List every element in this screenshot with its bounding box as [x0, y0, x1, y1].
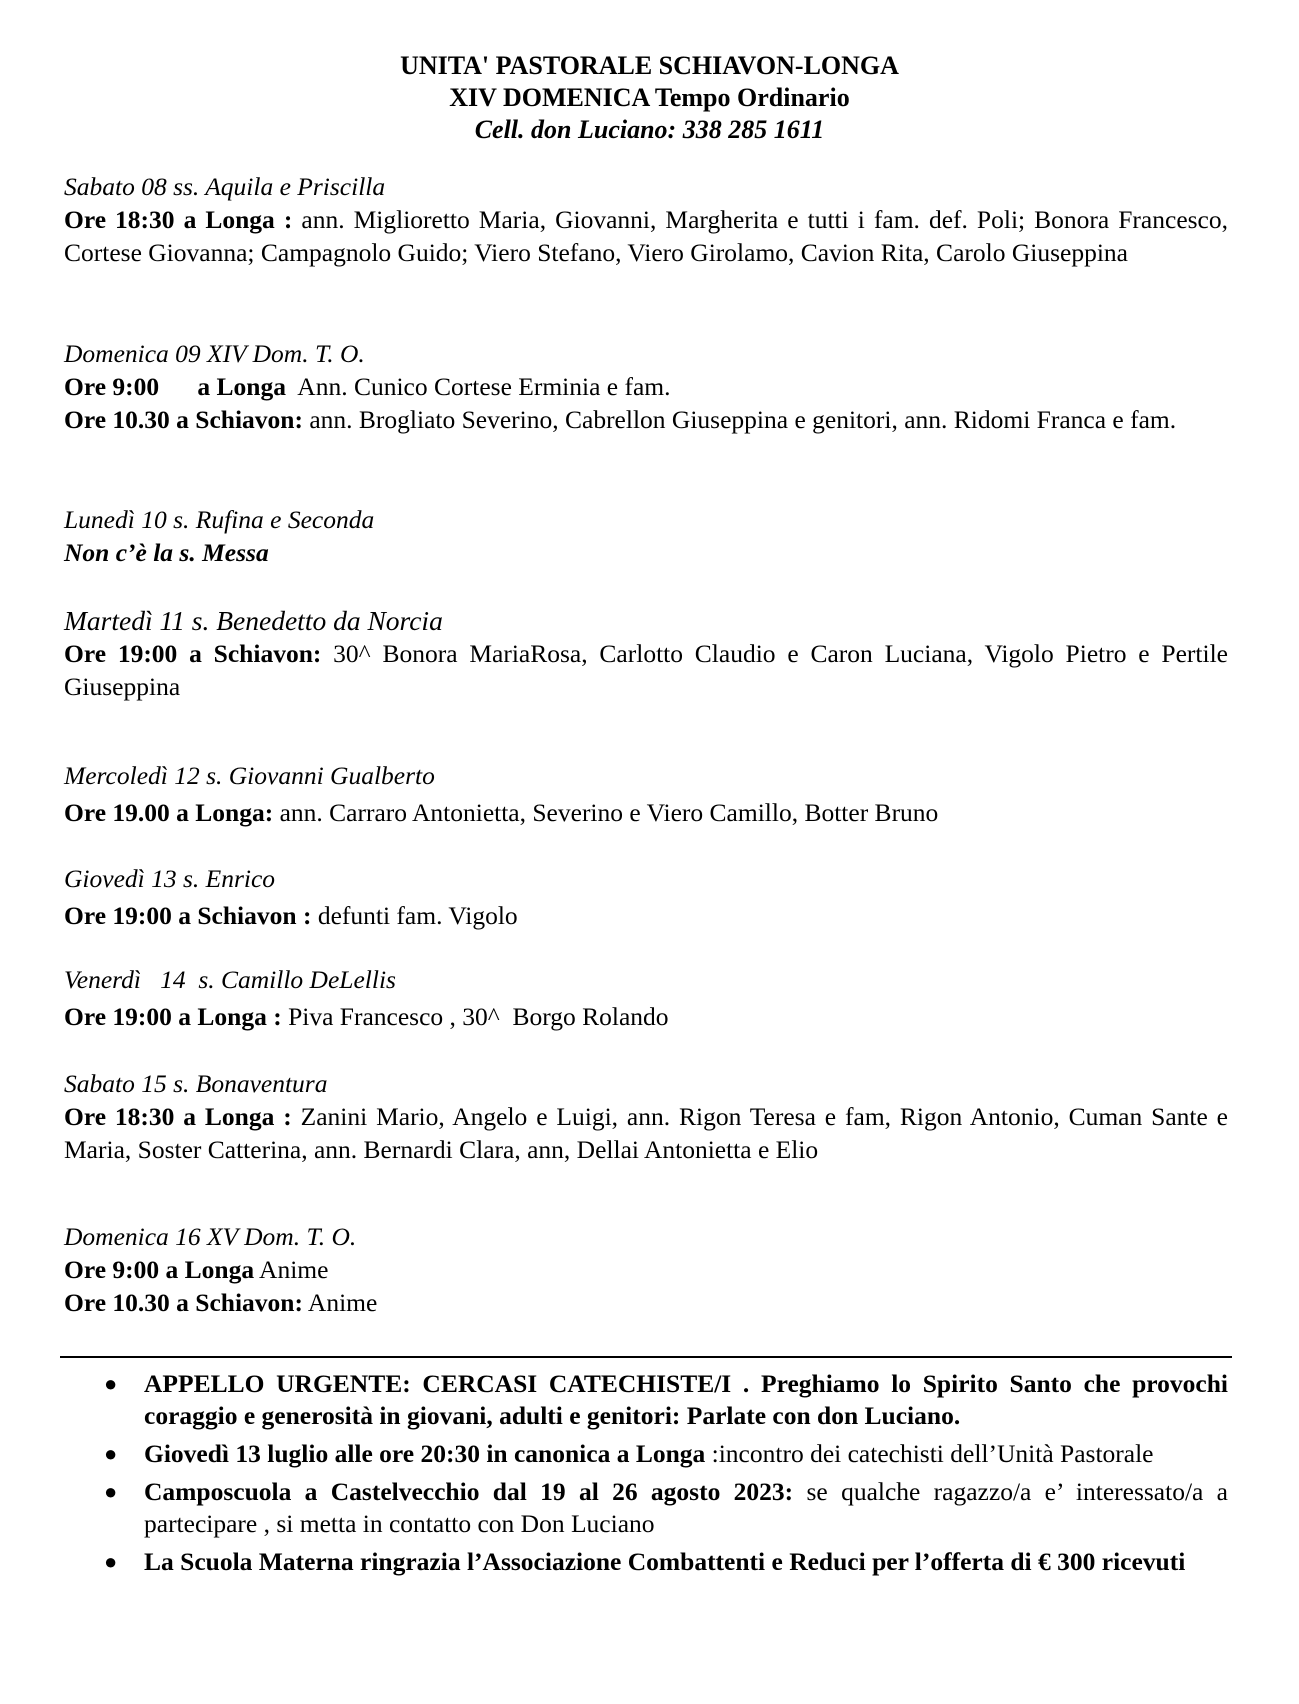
bullet-icon: ● [104, 1371, 118, 1396]
mass-entry [64, 203, 1228, 269]
day-heading: Domenica 16 XV Dom. T. O. [64, 1222, 357, 1251]
mass-intentions: Piva Francesco , 30^ Borgo Rolando [281, 1002, 669, 1031]
mass-entry [64, 1286, 1228, 1319]
day-heading: Venerdì 14 s. Camillo DeLellis [64, 965, 396, 994]
mass-entry [64, 1253, 1228, 1286]
mass-intentions: defunti fam. Vigolo [311, 901, 518, 930]
mass-time-place: Ore 9:00 a Longa [64, 372, 286, 401]
day-block-martedi-11 [64, 604, 1228, 703]
mass-intentions: Anime [254, 1255, 329, 1284]
phone-line: Cell. don Luciano: 338 285 1611 [474, 115, 825, 144]
mass-entry [64, 1100, 1228, 1166]
mass-entry [64, 796, 1228, 829]
mass-time-place: Ore 9:00 a Longa [64, 1255, 255, 1284]
mass-intentions: Ann. Cunico Cortese Erminia e fam. [285, 372, 671, 401]
mass-entry [64, 899, 1228, 932]
mass-entry [64, 370, 1228, 403]
day-heading: Domenica 09 XIV Dom. T. O. [64, 339, 365, 368]
mass-time-place: Ore 18:30 a Longa : [64, 1102, 292, 1131]
parish-title: UNITA' PASTORALE SCHIAVON-LONGA [400, 51, 899, 80]
mass-time-place: Ore 19:00 a Schiavon: [64, 639, 322, 668]
notice-item [100, 1368, 1228, 1432]
day-block-sabato-08 [64, 170, 1228, 269]
bullet-icon: ● [104, 1549, 118, 1574]
mass-time-place: Ore 19.00 a Longa: [64, 798, 274, 827]
mass-time-place: Ore 19:00 a Schiavon : [64, 901, 312, 930]
day-heading: Sabato 08 ss. Aquila e Priscilla [64, 172, 386, 201]
mass-intentions: 30^ Bonora MariaRosa, Carlotto Claudio e Caron Luciana, Vigolo Pietro e Pertile Giuseppina [64, 639, 1228, 701]
no-mass-note: Non c’è la s. Messa [64, 538, 269, 567]
mass-intentions: Anime [302, 1288, 378, 1317]
mass-intentions: ann. Carraro Antonietta, Severino e Viero Camillo, Botter Bruno [273, 798, 939, 827]
day-heading: Giovedì 13 s. Enrico [64, 864, 276, 893]
notice-item [100, 1438, 1228, 1470]
notices-list [100, 1368, 1228, 1584]
mass-intentions: Zanini Mario, Angelo e Luigi, ann. Rigon Teresa e fam, Rigon Antonio, Cuman Sante e Maria, Soster Catterina, ann. Bernardi Clara, ann, Dellai Antonietta e Elio [64, 1102, 1228, 1164]
day-block-mercoledi-12 [64, 759, 1228, 829]
notice-bold-text: La Scuola Materna ringrazia l’Associazione Combattenti e Reduci per l’offerta di € 300 ricevuti [144, 1547, 1186, 1576]
notice-item [100, 1476, 1228, 1540]
day-heading: Martedì 11 s. Benedetto da Norcia [64, 605, 443, 636]
mass-time-place: Ore 19:00 a Longa : [64, 1002, 282, 1031]
day-block-venerdi-14 [64, 963, 1228, 1033]
mass-time-place: Ore 18:30 a Longa : [64, 205, 293, 234]
mass-time-place: Ore 10.30 a Schiavon: [64, 405, 303, 434]
day-block-lunedi-10 [64, 503, 1228, 569]
notice-bold-text: APPELLO URGENTE: CERCASI CATECHISTE/I . Preghiamo lo Spirito Santo che provochi coraggio e generosità in giovani, adulti e genitori: Parlate con don Luciano. [144, 1369, 1228, 1430]
mass-intentions: ann. Brogliato Severino, Cabrellon Giuseppina e genitori, ann. Ridomi Franca e fam. [302, 405, 1177, 434]
notice-text: :incontro dei catechisti dell’Unità Pastorale [705, 1439, 1154, 1468]
bullet-icon: ● [104, 1479, 118, 1504]
day-block-giovedi-13 [64, 862, 1228, 932]
mass-intentions: ann. Miglioretto Maria, Giovanni, Margherita e tutti i fam. def. Poli; Bonora Francesco, Cortese Giovanna; Campagnolo Guido; Viero Stefano, Viero Girolamo, Cavion Rita, Carolo Giuseppina [64, 205, 1228, 267]
day-heading: Mercoledì 12 s. Giovanni Gualberto [64, 761, 435, 790]
notice-bold-text: Camposcuola a Castelvecchio dal 19 al 26 agosto 2023: [144, 1477, 794, 1506]
bullet-icon: ● [104, 1441, 118, 1466]
mass-time-place: Ore 10.30 a Schiavon: [64, 1288, 303, 1317]
day-heading: Sabato 15 s. Bonaventura [64, 1069, 328, 1098]
horizontal-divider [60, 1356, 1232, 1358]
notice-text: se qualche ragazzo/a e’ interessato/a a partecipare , si metta in contatto con Don Luciano [144, 1477, 1229, 1538]
sunday-title: XIV DOMENICA Tempo Ordinario [449, 83, 850, 112]
day-block-domenica-16 [64, 1220, 1228, 1319]
notice-item [100, 1546, 1228, 1578]
notice-bold-text: Giovedì 13 luglio alle ore 20:30 in canonica a Longa [144, 1439, 706, 1468]
mass-entry [64, 1000, 1228, 1033]
mass-entry [64, 637, 1228, 703]
day-heading: Lunedì 10 s. Rufina e Seconda [64, 505, 375, 534]
bulletin-header [0, 50, 1299, 146]
day-block-sabato-15 [64, 1067, 1228, 1166]
mass-entry [64, 403, 1228, 436]
day-block-domenica-09 [64, 337, 1228, 436]
